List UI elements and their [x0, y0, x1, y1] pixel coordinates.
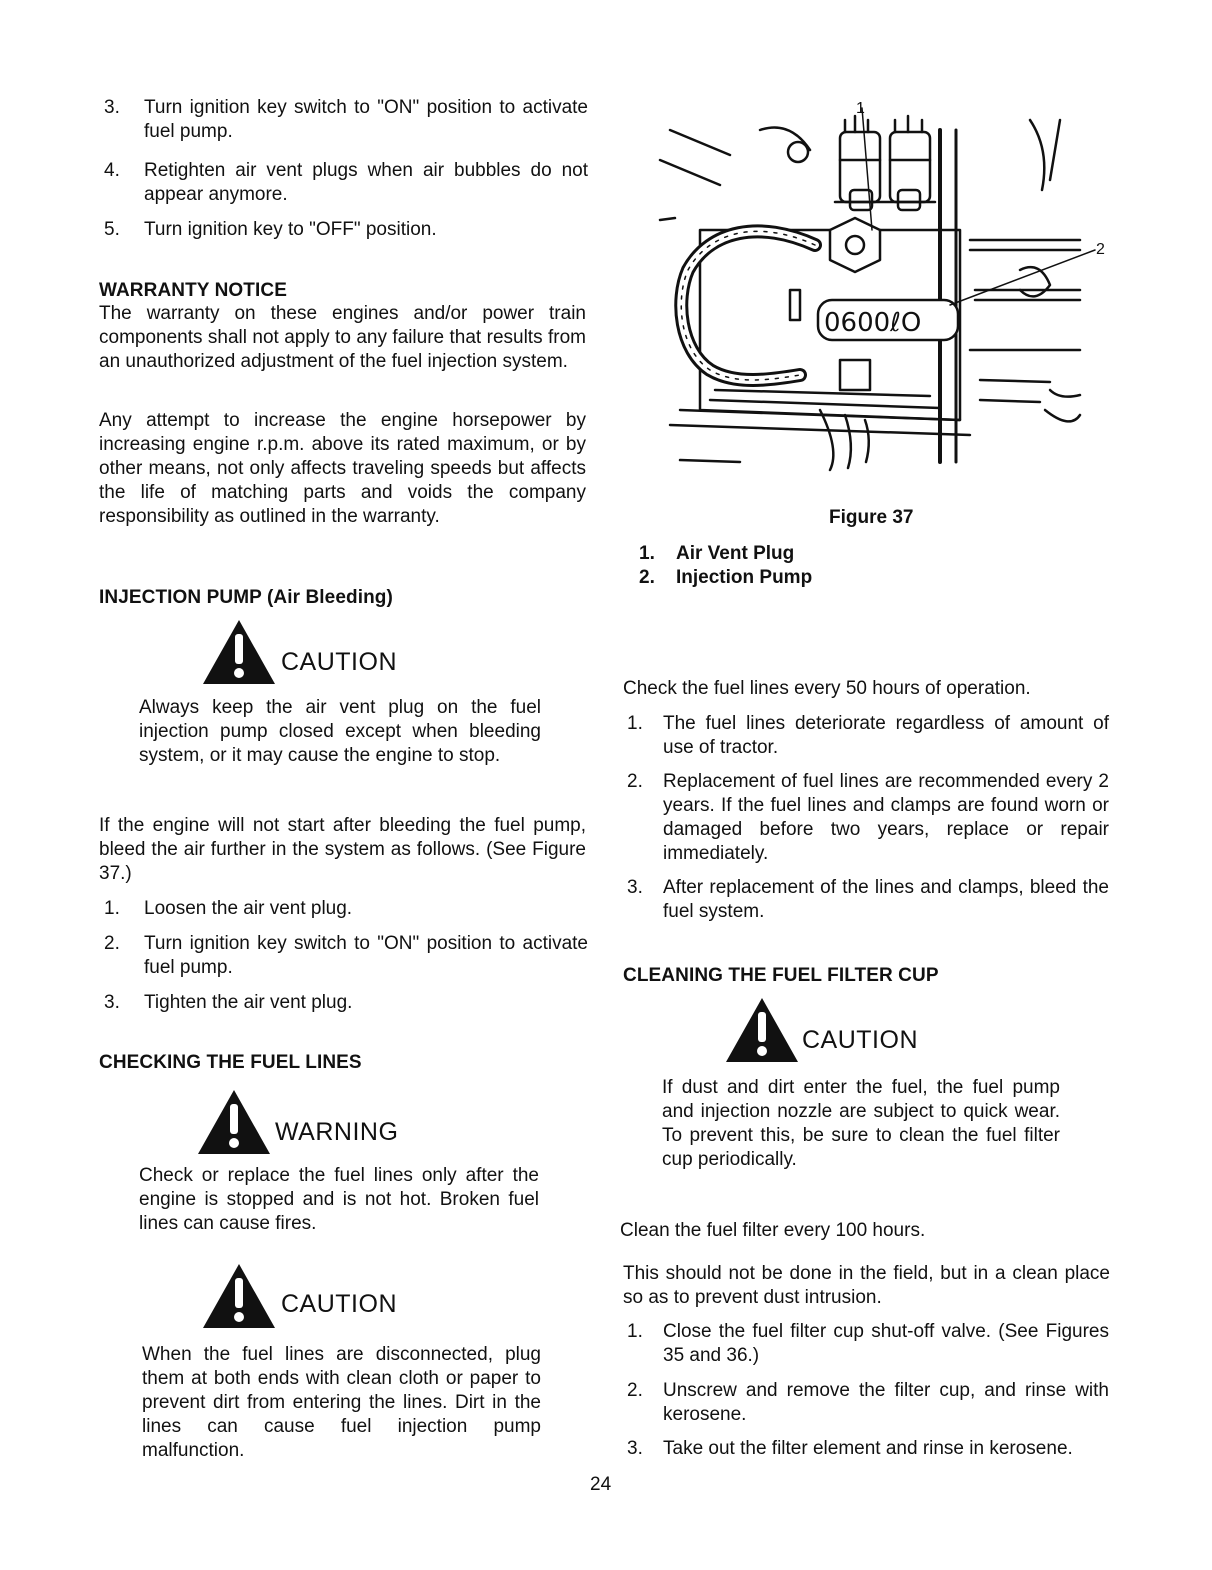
- caution-label: CAUTION: [281, 1290, 397, 1318]
- caution-text: Always keep the air vent plug on the fuel injection pump closed except when bleeding system, or it may cause the engine to stop.: [139, 697, 541, 766]
- warning-label: WARNING: [275, 1118, 399, 1146]
- caution-box: [662, 996, 1072, 1176]
- caution-label: CAUTION: [281, 648, 397, 676]
- caution-triangle-icon: [201, 1262, 277, 1330]
- caution-box: [139, 618, 549, 768]
- fuel-lines-heading: CHECKING THE FUEL LINES: [99, 1052, 362, 1073]
- caution-triangle-icon: [724, 996, 800, 1064]
- caution-text: If dust and dirt enter the fuel, the fuel pump and injection nozzle are subject to quick wear. To prevent this, be sure to clean the fuel filter cup periodically.: [662, 1077, 1060, 1170]
- caution-label: CAUTION: [802, 1026, 918, 1054]
- injection-pump-illustration: [640, 90, 1120, 490]
- check-intro: Check the fuel lines every 50 hours of operation.: [623, 678, 1031, 699]
- warranty-heading: WARRANTY NOTICE: [99, 280, 287, 301]
- caution-text: When the fuel lines are disconnected, plug them at both ends with clean cloth or paper to prevent dirt from entering the lines. Dirt in the lines can cause fuel injection pump malfunction.: [142, 1344, 541, 1461]
- warning-triangle-icon: [196, 1088, 272, 1156]
- filter-location-paragraph: This should not be done in the field, but in a clean place so as to prevent dust intrusion.: [623, 1263, 1110, 1308]
- warranty-paragraph: Any attempt to increase the engine horsepower by increasing engine r.p.m. above its rated maximum, or by other means, not only affects traveling speeds but affects the life of matching parts and voids the company responsibility as outlined in the warranty.: [99, 410, 586, 527]
- callout-1: 1: [856, 100, 865, 117]
- warranty-paragraph: The warranty on these engines and/or power train components shall not apply to any failure that results from an unauthorized adjustment of the fuel injection system.: [99, 303, 586, 372]
- page-number: 24: [590, 1474, 612, 1495]
- manual-page: 3. Turn ignition key switch to "ON" position to activate fuel pump. 4. Retighten air vent plugs when air bubbles do not appear anymore. 5. Turn ignition key to "OFF" position. WARRANTY NOTICE The warranty on these engines and/or power train components shall not apply to any failure that results from an unauthorized adjustment of the fuel injection system. Any attempt to increase the engine horsepower by increasing engine r.p.m. above its rated maximum, or by other means, not only affects traveling speeds but affects the life of matching parts and voids the company responsibility as outlined in the warranty. INJECTION PUMP (Air Bleeding) CAUTION Always keep the air vent plug on the fuel injection pump closed except when bleeding system, or it may cause the engine to stop. If the engine will not start after bleeding the fuel pump, bleed the air further in the system as follows. (See Figure 37.) 1. Loosen the air vent plug. 2. Turn ignition key switch to "ON" position to activate fuel pump. 3. Tighten the air vent plug. CHECKING THE FUEL LINES WARNING Check or replace the fuel lines only after the engine is stopped and is not hot. Broken fuel lines can cause fires. CAUTION When the fuel lines are disconnected, plug them at both ends with clean cloth or paper to prevent dirt from entering the lines. Dirt in the lines can cause fuel injection pump malfunction. 0600ℓO 1 2 Figure 37 1. Air Vent Plug 2. Injection Pump Check the fuel lines every 50 hours of operation. 1. The fuel lines deteriorate regardless of amount of use of tractor. 2. Replacement of fuel lines are recommended every 2 years. If the fuel lines and clamps are found worn or damaged before two years, replace or repair immediately. 3. After replacement of the lines and clamps, bleed the fuel system. CLEANING THE FUEL FILTER CUP CAUTION If dust and dirt enter the fuel, the fuel pump and injection nozzle are subject to quick wear. To prevent this, be sure to clean the fuel filter cup periodically. Clean the fuel filter every 100 hours. This should not be done in the field, but in a clean place so as to prevent dust intrusion. 1. Close the fuel filter cup shut-off valve. (See Figures 35 and 36.) 2. Unscrew and remove the filter cup, and rinse with kerosene. 3. Take out the filter element and rinse in kerosene. 24: [0, 0, 1212, 1570]
- figure-caption: Figure 37: [829, 507, 914, 528]
- callout-2: 2: [1096, 241, 1105, 258]
- warning-box: [139, 1088, 549, 1238]
- warning-text: Check or replace the fuel lines only after the engine is stopped and is not hot. Broken fuel lines can cause fires.: [139, 1165, 539, 1234]
- injection-pump-heading: INJECTION PUMP (Air Bleeding): [99, 587, 393, 608]
- filter-interval-paragraph: Clean the fuel filter every 100 hours.: [620, 1220, 926, 1241]
- pump-plate-text: 0600ℓO: [824, 308, 922, 338]
- legend-item: 1. Air Vent Plug: [639, 543, 795, 564]
- caution-triangle-icon: [201, 618, 277, 686]
- filter-cup-heading: CLEANING THE FUEL FILTER CUP: [623, 965, 939, 986]
- legend-item: 2. Injection Pump: [639, 567, 813, 588]
- caution-box: [139, 1262, 549, 1462]
- figure-37: [640, 90, 1120, 490]
- bleed-intro-paragraph: If the engine will not start after bleeding the fuel pump, bleed the air further in the system as follows. (See Figure 37.): [99, 815, 586, 884]
